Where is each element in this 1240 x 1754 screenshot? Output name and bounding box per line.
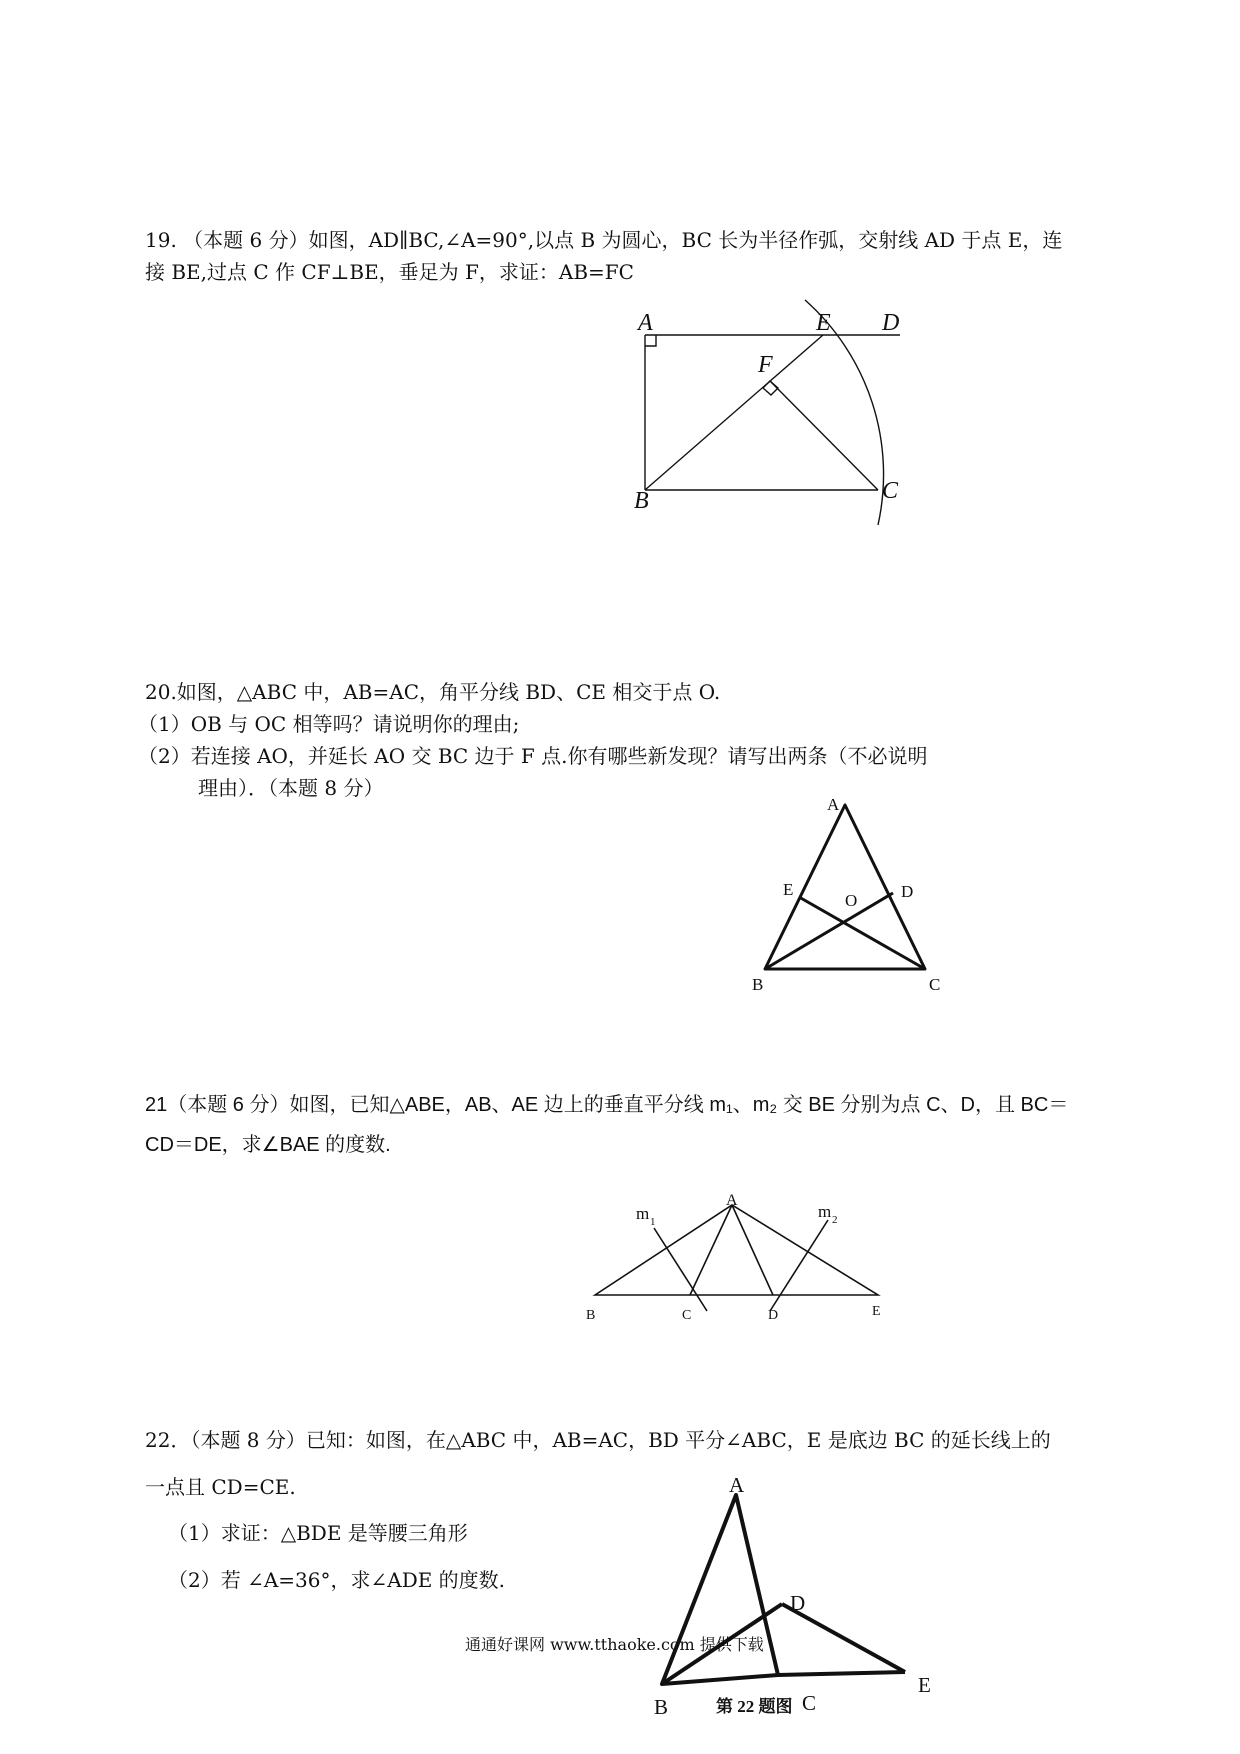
q19-label-E: E xyxy=(816,310,831,336)
q19-line2: 接 BE,过点 C 作 CF⊥BE，垂足为 F，求证：AB=FC xyxy=(145,260,634,284)
q21-label-m1: m xyxy=(636,1204,650,1223)
q22-figure xyxy=(640,1470,940,1750)
q20-label-B: B xyxy=(752,975,764,994)
q21-label-m2: m xyxy=(818,1202,832,1221)
q22-line3: （1）求证：△BDE 是等腰三角形 xyxy=(168,1521,468,1545)
q20-line4: 理由）．（本题 8 分） xyxy=(198,776,384,800)
q21-line-m1 xyxy=(654,1228,707,1311)
q19-label-A: A xyxy=(638,310,653,336)
q21-label-E: E xyxy=(872,1304,881,1319)
q20-label-C: C xyxy=(929,975,941,994)
q19-label-D: D xyxy=(882,310,900,336)
q21-label-D: D xyxy=(768,1308,779,1323)
q19-right-angle-F xyxy=(763,381,778,395)
q20-label-O: O xyxy=(845,891,858,910)
q22-line1: 22．（本题 8 分）已知：如图，在△ABC 中，AB=AC，BD 平分∠ABC，E 是底边 BC 的延长线上的 xyxy=(145,1428,1051,1452)
q19-label-B: B xyxy=(634,488,649,514)
q20-label-E: E xyxy=(783,880,794,899)
q22-label-B: B xyxy=(654,1695,669,1719)
q20-label-D: D xyxy=(901,882,914,901)
q20-line2: （1）OB 与 OC 相等吗？请说明你的理由; xyxy=(138,712,520,736)
q20-line3: （2）若连接 AO，并延长 AO 交 BC 边于 F 点.你有哪些新发现？请写出两条（不必说明 xyxy=(138,744,928,768)
q21-label-m1-sub: 1 xyxy=(650,1216,656,1228)
q22-label-E: E xyxy=(918,1673,931,1697)
q19-label-F: F xyxy=(758,352,773,378)
q21-label-m2-sub: 2 xyxy=(832,1214,838,1226)
q20-figure xyxy=(745,795,965,1000)
q22-label-A: A xyxy=(729,1473,745,1497)
q22-figure-caption: 第 22 题图 xyxy=(716,1697,793,1716)
q22-triangle-ABC xyxy=(662,1495,778,1684)
q19-figure xyxy=(620,300,920,514)
q22-label-D: D xyxy=(790,1591,806,1615)
q21-figure xyxy=(580,1192,890,1335)
q21-line2: CD＝DE，求∠BAE 的度数. xyxy=(145,1134,391,1156)
q21-line1: 21（本题 6 分）如图，已知△ABE，AB、AE 边上的垂直平分线 m₁、m₂ 交 BE 分别为点 C、D，且 BC＝ xyxy=(145,1094,1069,1116)
q19-right-angle-A xyxy=(645,335,656,346)
q20-line1: 20.如图，△ABC 中，AB=AC，角平分线 BD、CE 相交于点 O. xyxy=(145,680,721,704)
footer-download-note: 通通好课网 www.tthaoke.com 提供下载 xyxy=(465,1635,764,1654)
q21-label-C: C xyxy=(682,1308,692,1323)
q22-line-CE xyxy=(778,1672,905,1675)
q19-line-CF xyxy=(770,381,878,490)
q19-label-C: C xyxy=(882,478,899,504)
q19-line1: 19. （本题 6 分）如图，AD∥BC,∠A=90°,以点 B 为圆心，BC 长为半径作弧，交射线 AD 于点 E，连 xyxy=(145,228,1063,252)
q20-label-A: A xyxy=(827,795,840,814)
q22-line4: （2）若 ∠A=36°，求∠ADE 的度数. xyxy=(168,1568,506,1592)
q21-label-A: A xyxy=(726,1192,738,1209)
q21-label-B: B xyxy=(586,1308,596,1323)
q22-label-C: C xyxy=(802,1691,817,1715)
q19-line-BE xyxy=(645,335,823,490)
q22-line2: 一点且 CD=CE. xyxy=(145,1475,296,1499)
